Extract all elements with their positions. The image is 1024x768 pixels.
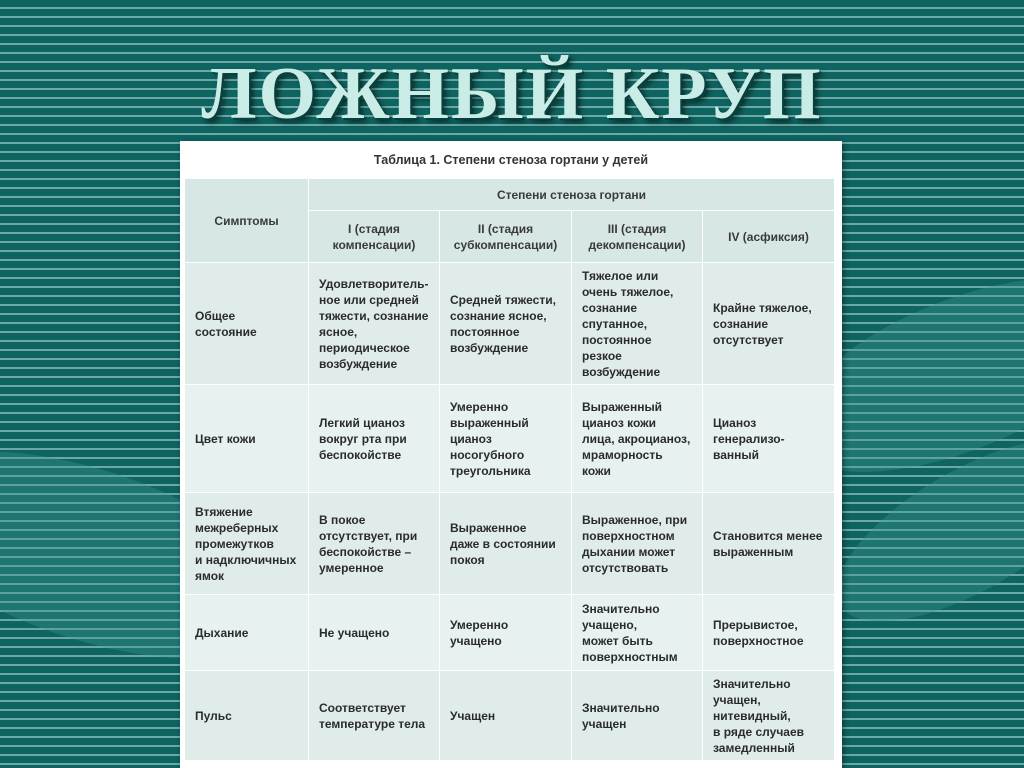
- table-cell: Прерывистое, поверхностное: [703, 595, 835, 671]
- table-cell: Становится менее выраженным: [703, 493, 835, 595]
- table-caption: Таблица 1. Степени стеноза гортани у детей: [373, 153, 649, 167]
- header-symptoms: Симптомы: [185, 179, 309, 263]
- table-row: [185, 493, 835, 595]
- table-cell: Выраженное даже в состоянии покоя: [440, 493, 572, 595]
- table-row: [185, 385, 835, 493]
- table-cell: Цианоз генерализо- ванный: [703, 385, 835, 493]
- header-stage-3: III (стадия декомпенсации): [572, 211, 703, 263]
- header-stage-2: II (стадия субкомпенсации): [440, 211, 572, 263]
- table-cell: Крайне тяжелое, сознание отсутствует: [703, 263, 835, 385]
- table-cell: Легкий цианоз вокруг рта при беспокойстве: [309, 385, 440, 493]
- table-cell: Удовлетворитель- ное или средней тяжести, сознание ясное, периодическое возбуждение: [309, 263, 440, 385]
- table-cell: Умеренно выраженный цианоз носогубного треугольника: [440, 385, 572, 493]
- table-cell: Выраженный цианоз кожи лица, акроцианоз, мраморность кожи: [572, 385, 703, 493]
- header-stage-4: IV (асфиксия): [703, 211, 835, 263]
- row-symptom: Втяжение межреберных промежутков и надключичных ямок: [185, 493, 309, 595]
- header-stage-1: I (стадия компенсации): [309, 211, 440, 263]
- table-cell: Умеренно учащено: [440, 595, 572, 671]
- row-symptom: Цвет кожи: [185, 385, 309, 493]
- table-row: [185, 671, 835, 761]
- table-sheet: [180, 141, 842, 768]
- table-cell: В покое отсутствует, при беспокойстве – умеренное: [309, 493, 440, 595]
- slide-title: ЛОЖНЫЙ КРУП: [201, 53, 823, 135]
- row-symptom: Общее состояние: [185, 263, 309, 385]
- table-cell: Не учащено: [309, 595, 440, 671]
- table-row: [185, 595, 835, 671]
- table-cell: Значительно учащен: [572, 671, 703, 761]
- table-cell: Значительно учащен, нитевидный, в ряде случаев замедленный: [703, 671, 835, 761]
- table-cell: Тяжелое или очень тяжелое, сознание спутанное, постоянное резкое возбуждение: [572, 263, 703, 385]
- row-symptom: Пульс: [185, 671, 309, 761]
- table-cell: Соответствует температуре тела: [309, 671, 440, 761]
- table-cell: Учащен: [440, 671, 572, 761]
- row-symptom: Дыхание: [185, 595, 309, 671]
- table-cell: Средней тяжести, сознание ясное, постоянное возбуждение: [440, 263, 572, 385]
- stenosis-table: [184, 178, 835, 761]
- table-cell: Значительно учащено, может быть поверхностным: [572, 595, 703, 671]
- header-stenosis-group: Степени стеноза гортани: [309, 179, 835, 211]
- table-cell: Выраженное, при поверхностном дыхании может отсутствовать: [572, 493, 703, 595]
- table-row: [185, 263, 835, 385]
